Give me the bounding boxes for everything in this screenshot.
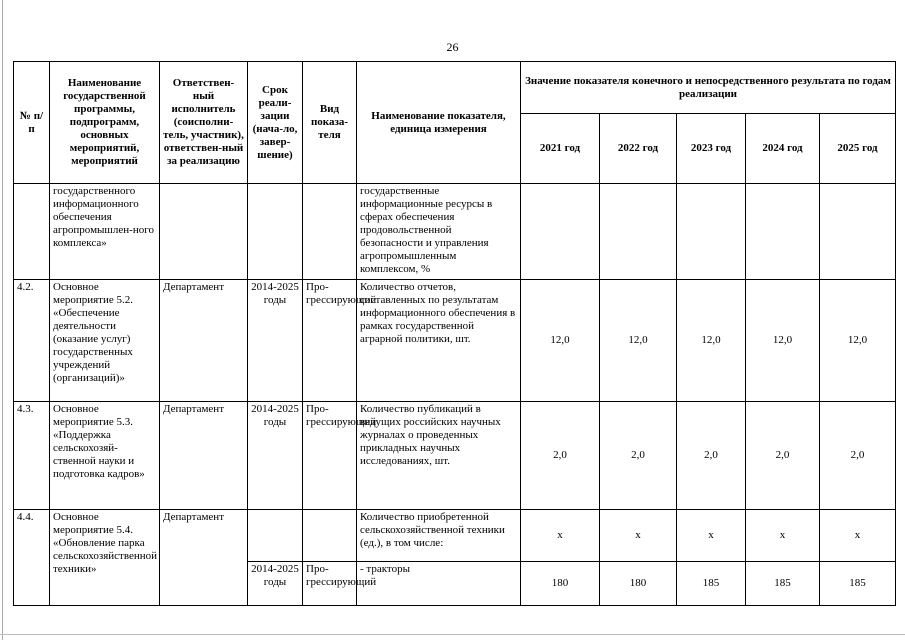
row-executor: Департамент — [160, 402, 248, 510]
row-indicator: Количество приобретенной сельскохозяйственной техники (ед.), в том числе: — [357, 510, 521, 562]
page-number: 26 — [446, 40, 459, 54]
row-type — [303, 184, 357, 280]
row-value: 12,0 — [677, 280, 746, 402]
row-name: государственного информационного обеспечения агропромышлен-ного комплекса» — [50, 184, 160, 280]
row-value: 185 — [746, 562, 820, 606]
row-value: 12,0 — [820, 280, 896, 402]
row-value: х — [746, 510, 820, 562]
row-value — [677, 184, 746, 280]
header-term: Срок реали-зации (нача-ло, завер-шение) — [248, 62, 303, 184]
row-value: 12,0 — [521, 280, 600, 402]
row-type — [303, 510, 357, 562]
table-row — [14, 184, 896, 280]
scan-edge — [2, 0, 3, 640]
header-year: 2023 год — [677, 114, 746, 184]
header-name: Наименование государственной программы, подпрограмм, основных мероприятий, мероприятий — [50, 62, 160, 184]
row-num — [14, 184, 50, 280]
row-indicator: Количество отчетов, составленных по результатам информационного обеспечения в рамках государственной аграрной политики, шт. — [357, 280, 521, 402]
row-term: 2014-2025 годы — [248, 280, 303, 402]
row-value: 180 — [521, 562, 600, 606]
row-value — [600, 184, 677, 280]
row-num: 4.2. — [14, 280, 50, 402]
row-value: 185 — [677, 562, 746, 606]
row-term: 2014-2025 годы — [248, 562, 303, 606]
row-value: х — [677, 510, 746, 562]
header-executor: Ответствен-ный исполнитель (соисполни-тель, участник), ответствен-ный за реализацию — [160, 62, 248, 184]
row-value — [746, 184, 820, 280]
row-name: Основное мероприятие 5.2. «Обеспечение деятельности (оказание услуг) государственных учреждений (организаций)» — [50, 280, 160, 402]
table-row — [14, 280, 896, 402]
scan-bottom-edge — [0, 634, 905, 635]
row-value: 2,0 — [521, 402, 600, 510]
row-value: 2,0 — [677, 402, 746, 510]
row-value — [521, 184, 600, 280]
row-value: 2,0 — [746, 402, 820, 510]
row-value: х — [600, 510, 677, 562]
row-value: 185 — [820, 562, 896, 606]
row-executor: Департамент — [160, 280, 248, 402]
row-value: 2,0 — [820, 402, 896, 510]
header-num: № п/п — [14, 62, 50, 184]
row-value: 12,0 — [746, 280, 820, 402]
table-row — [14, 510, 896, 562]
row-indicator: Количество публикаций в ведущих российских научных журналах о проведенных прикладных научных исследованиях, шт. — [357, 402, 521, 510]
header-values-group: Значение показателя конечного и непосредственного результата по годам реализации — [521, 62, 896, 114]
row-name: Основное мероприятие 5.4. «Обновление парка сельскохозяйственной техники» — [50, 510, 160, 606]
row-value: х — [521, 510, 600, 562]
header-year: 2025 год — [820, 114, 896, 184]
row-value: х — [820, 510, 896, 562]
row-value: 12,0 — [600, 280, 677, 402]
row-value — [820, 184, 896, 280]
row-term — [248, 510, 303, 562]
row-term: 2014-2025 годы — [248, 402, 303, 510]
header-year: 2021 год — [521, 114, 600, 184]
row-indicator: - тракторы — [357, 562, 521, 606]
row-value: 2,0 — [600, 402, 677, 510]
header-year: 2024 год — [746, 114, 820, 184]
row-type: Про-грессирующий — [303, 402, 357, 510]
row-num: 4.3. — [14, 402, 50, 510]
table-row — [14, 402, 896, 510]
row-num: 4.4. — [14, 510, 50, 606]
header-year: 2022 год — [600, 114, 677, 184]
row-type: Про-грессирующий — [303, 280, 357, 402]
header-type: Вид показа-теля — [303, 62, 357, 184]
row-value: 180 — [600, 562, 677, 606]
row-type: Про-грессирующий — [303, 562, 357, 606]
row-term — [248, 184, 303, 280]
row-indicator: государственные информационные ресурсы в сферах обеспечения продовольственной безопасности и управления агропромышленным комплексом, % — [357, 184, 521, 280]
header-indicator: Наименование показателя, единица измерения — [357, 62, 521, 184]
row-name: Основное мероприятие 5.3. «Поддержка сельскохозяй-ственной науки и подготовка кадров» — [50, 402, 160, 510]
indicators-table — [13, 61, 896, 606]
row-executor: Департамент — [160, 510, 248, 606]
row-executor — [160, 184, 248, 280]
